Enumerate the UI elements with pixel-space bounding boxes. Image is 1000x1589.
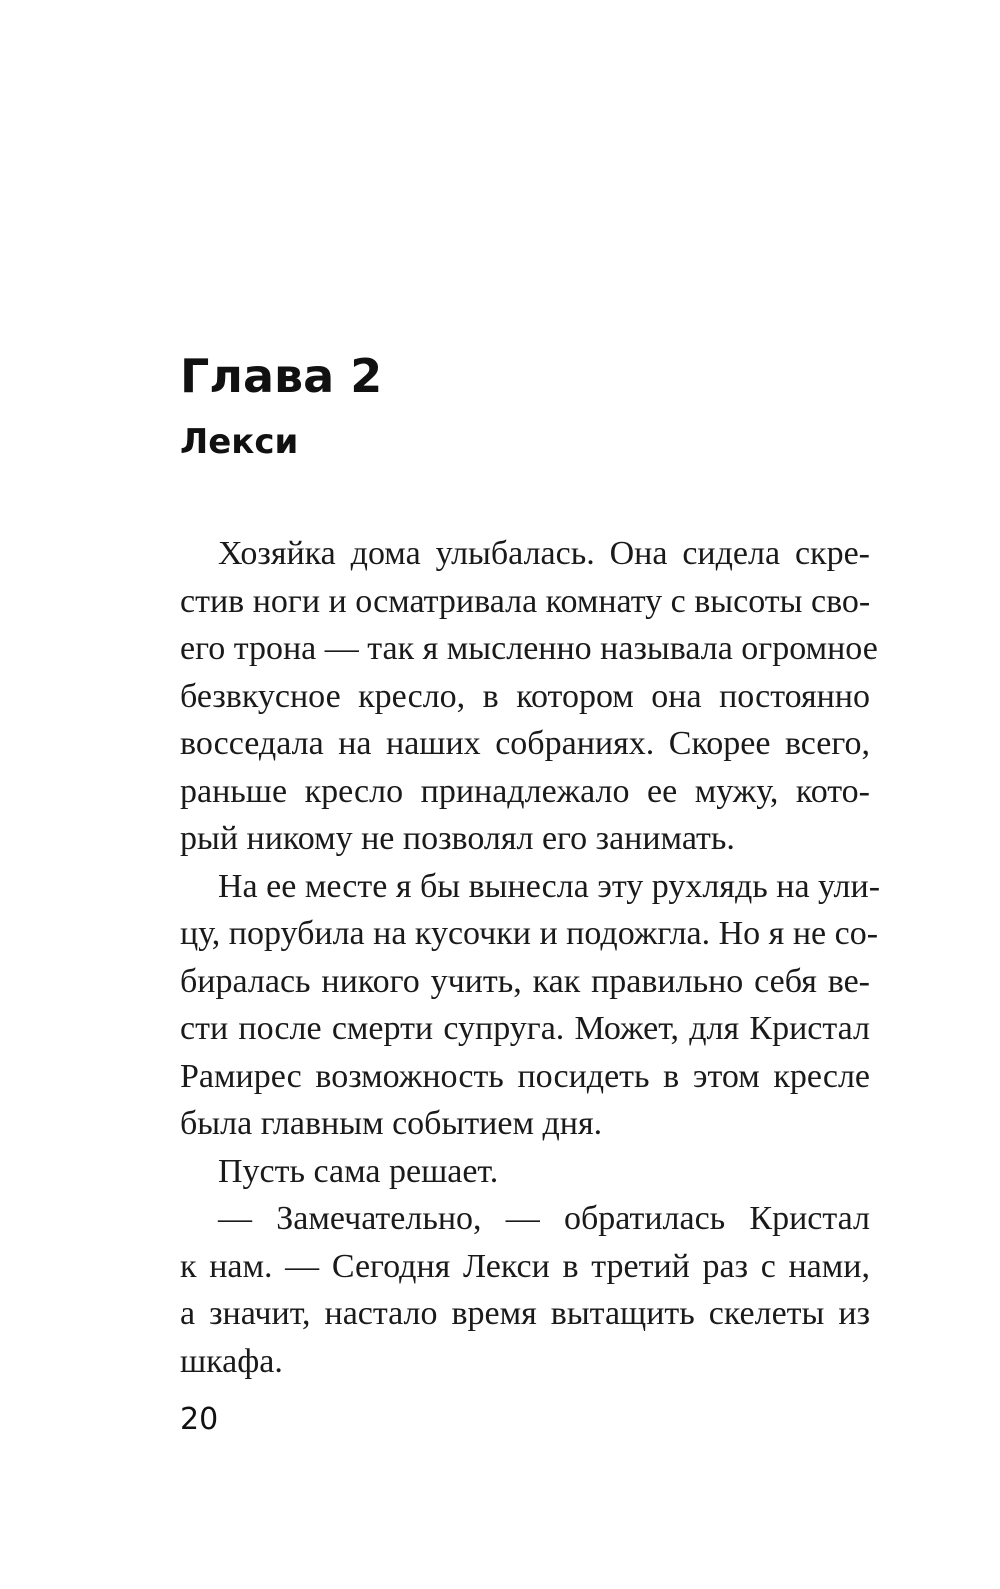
text-line: биралась никого учить, как правильно себя ве- <box>180 962 870 1000</box>
text-line: а значит, настало время вытащить скелеты из <box>180 1295 870 1332</box>
chapter-title: Глава 2 <box>180 349 383 403</box>
text-line: безвкусное кресло, в котором она постоянно <box>180 677 870 715</box>
text-line: Рамирес возможность посидеть в этом кресле <box>180 1057 870 1095</box>
chapter-subtitle: Лекси <box>180 422 299 462</box>
text-line: была главным событием дня. <box>180 1105 603 1142</box>
text-line: — Замечательно, — обратилась Кристал <box>218 1200 870 1237</box>
page-number: 20 <box>180 1402 219 1437</box>
text-line: его трона — так я мысленно называла огромное <box>180 630 878 667</box>
text-line: раньше кресло принадлежало ее мужу, кото- <box>180 772 870 810</box>
body-text <box>180 530 881 1385</box>
text-line: к нам. — Сегодня Лекси в третий раз с нами, <box>180 1247 870 1285</box>
text-line: восседала на наших собраниях. Скорее всего, <box>180 725 870 762</box>
text-line: стив ноги и осматривала комнату с высоты сво- <box>180 582 871 620</box>
text-line: сти после смерти супруга. Может, для Кристал <box>180 1010 870 1047</box>
text-line: Пусть сама решает. <box>218 1152 499 1190</box>
text-line: шкафа. <box>180 1342 283 1380</box>
text-line: рый никому не позволял его занимать. <box>180 820 735 857</box>
text-line: Хозяйка дома улыбалась. Она сидела скре- <box>218 535 870 572</box>
text-line: цу, порубила на кусочки и подожгла. Но я не со- <box>180 915 879 952</box>
text-line: На ее месте я бы вынесла эту рухлядь на ули- <box>218 867 881 905</box>
